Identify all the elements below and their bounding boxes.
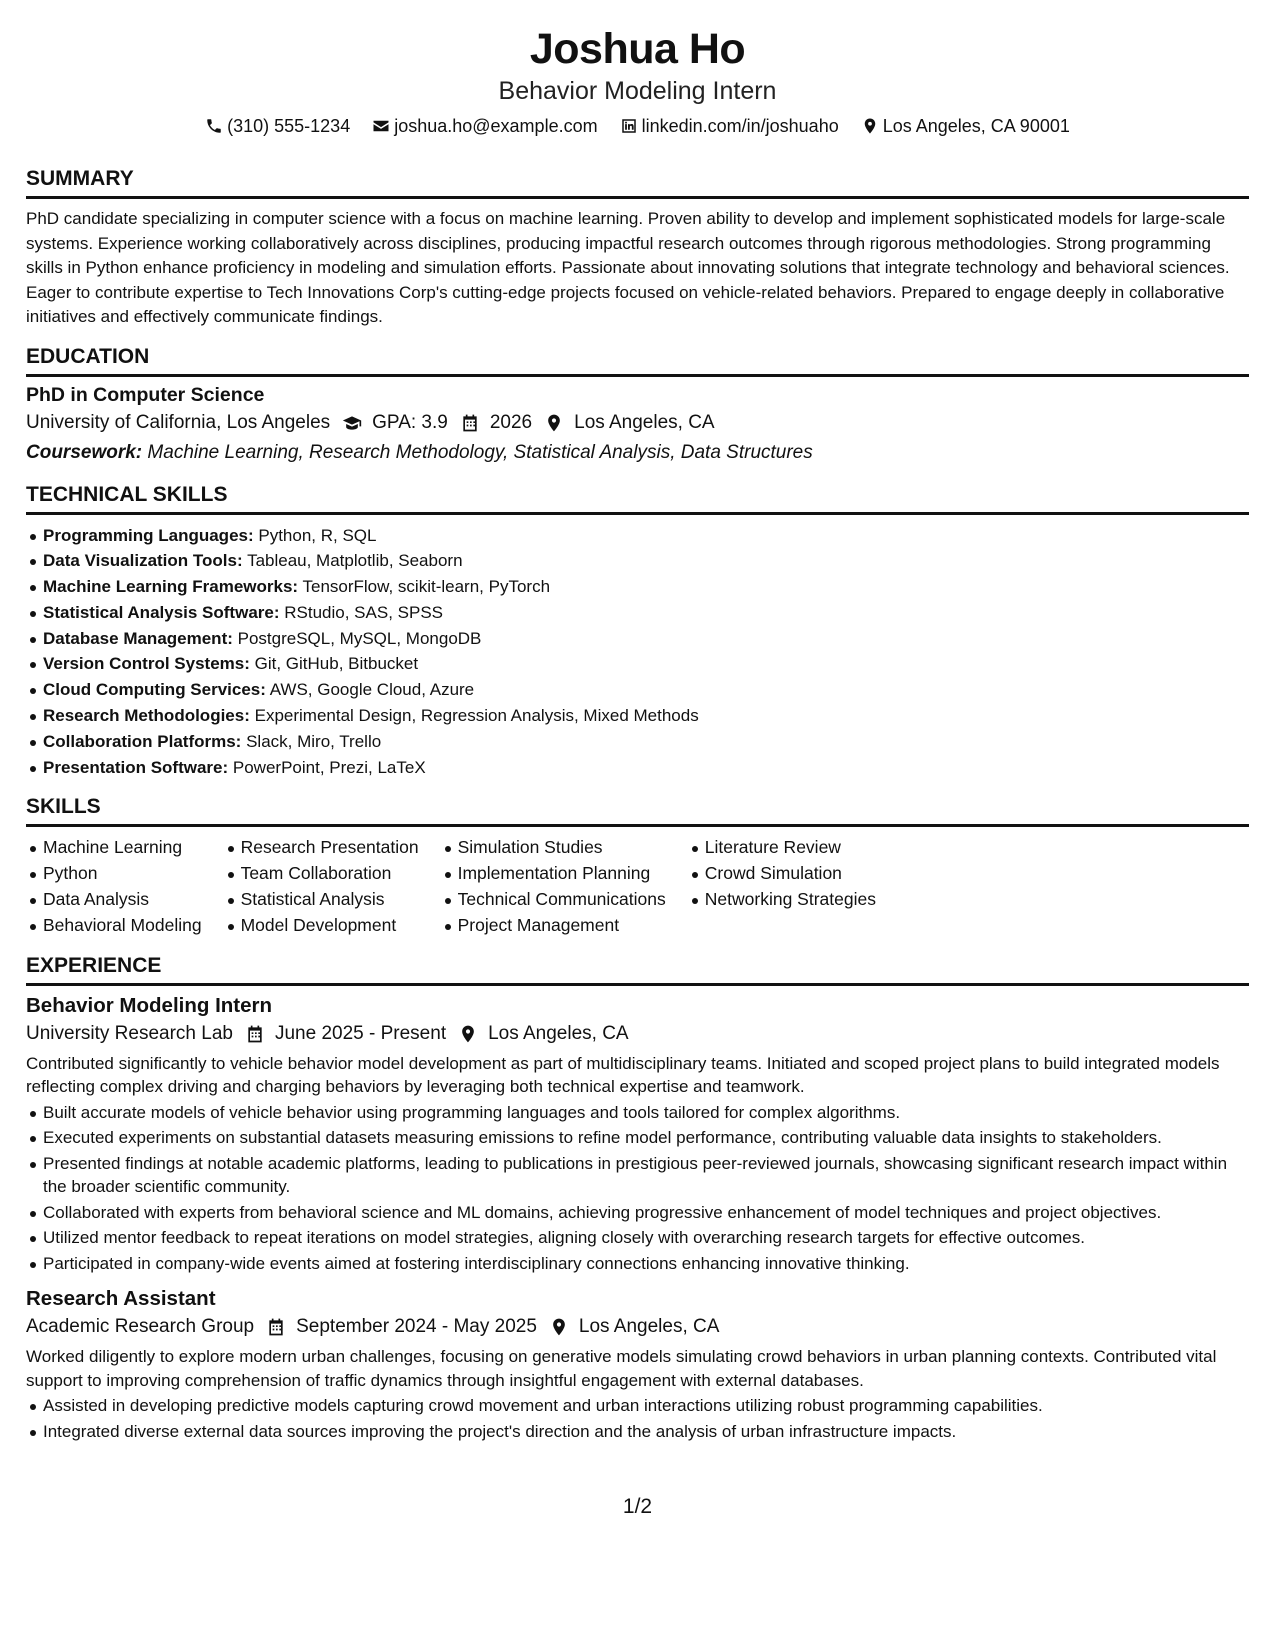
job-bullets — [26, 1394, 1249, 1443]
list-item: Implementation Planning — [441, 861, 666, 887]
list-item — [26, 703, 1249, 729]
technical-skills-heading: TECHNICAL SKILLS — [26, 482, 1249, 515]
skill-category: Collaboration Platforms: — [43, 731, 242, 751]
list-item: Utilized mentor feedback to repeat iterations on model strategies, aligning closely with overarching research targets for effective outcomes. — [26, 1226, 1249, 1250]
skills-column — [26, 835, 224, 938]
experience-section — [26, 953, 1249, 1444]
resume-header — [26, 0, 1249, 138]
technical-skills-section — [26, 482, 1249, 781]
job-location: Los Angeles, CA — [578, 1316, 720, 1338]
phone-icon — [205, 117, 223, 135]
job-bullets — [26, 1101, 1249, 1276]
calendar-icon — [245, 1024, 265, 1044]
skill-values: Python, R, SQL — [258, 525, 377, 545]
technical-skills-list — [26, 523, 1249, 781]
linkedin-icon — [620, 117, 638, 135]
list-item: Collaborated with experts from behavioral science and ML domains, achieving progressive enhancement of model techniques and project objectives. — [26, 1201, 1249, 1225]
contact-email[interactable] — [372, 114, 597, 138]
coursework-list: Machine Learning, Research Methodology, Statistical Analysis, Data Structures — [147, 441, 813, 463]
skill-category: Presentation Software: — [43, 757, 229, 777]
degree-title: PhD in Computer Science — [26, 383, 265, 406]
list-item: Technical Communications — [441, 887, 666, 913]
candidate-name: Joshua Ho — [529, 25, 746, 73]
page-number: 1/2 — [622, 1495, 653, 1518]
list-item — [26, 600, 1249, 626]
coursework-label: Coursework: — [26, 441, 143, 463]
school-name: University of California, Los Angeles — [26, 411, 331, 433]
list-item: Research Presentation — [224, 835, 419, 861]
location-icon — [861, 117, 879, 135]
phone-text: (310) 555-1234 — [227, 116, 351, 136]
list-item: Participated in company-wide events aimed at fostering interdisciplinary connections enhancing innovative thinking. — [26, 1252, 1249, 1276]
location-text: Los Angeles, CA 90001 — [882, 116, 1070, 136]
list-item: Assisted in developing predictive models capturing crowd movement and urban interactions utilizing robust programming capabilities. — [26, 1394, 1249, 1418]
linkedin-text[interactable]: linkedin.com/in/joshuaho — [641, 116, 839, 136]
list-item: Networking Strategies — [688, 887, 876, 913]
email-icon — [372, 117, 390, 135]
resume-page — [26, 0, 1249, 1650]
summary-section — [26, 166, 1249, 330]
job-dates: September 2024 - May 2025 — [296, 1316, 537, 1338]
list-item — [26, 548, 1249, 574]
list-item: Behavioral Modeling — [26, 913, 202, 939]
job-org: University Research Lab — [26, 1022, 233, 1044]
skill-category: Programming Languages: — [43, 525, 254, 545]
graduation-year: 2026 — [489, 411, 533, 433]
list-item — [26, 523, 1249, 549]
graduation-cap-icon — [342, 413, 362, 433]
list-item: Built accurate models of vehicle behavior using programming languages and tools tailored for complex algorithms. — [26, 1101, 1249, 1125]
school-location: Los Angeles, CA — [574, 411, 715, 433]
skill-category: Research Methodologies: — [43, 706, 250, 726]
list-item — [26, 755, 1249, 781]
location-icon — [544, 413, 564, 433]
experience-heading: EXPERIENCE — [26, 953, 1249, 986]
education-section — [26, 344, 1249, 468]
list-item: Team Collaboration — [224, 861, 419, 887]
list-item — [26, 626, 1249, 652]
calendar-icon — [460, 413, 480, 433]
contact-bar — [26, 114, 1249, 138]
skill-category: Database Management: — [43, 628, 233, 648]
list-item — [26, 651, 1249, 677]
list-item: Presented findings at notable academic platforms, leading to publications in prestigious peer-reviewed journals, showcasing significant research impact within the broader scientific community. — [26, 1152, 1249, 1199]
contact-linkedin[interactable] — [620, 114, 839, 138]
list-item: Machine Learning — [26, 835, 202, 861]
job-location: Los Angeles, CA — [488, 1022, 629, 1044]
list-item — [26, 729, 1249, 755]
skill-category: Machine Learning Frameworks: — [43, 577, 299, 597]
list-item — [26, 677, 1249, 703]
skill-values: Experimental Design, Regression Analysis, Mixed Methods — [254, 706, 699, 726]
skills-grid — [26, 835, 1249, 938]
list-item: Model Development — [224, 913, 419, 939]
job-org: Academic Research Group — [26, 1316, 255, 1338]
list-item: Project Management — [441, 913, 666, 939]
skill-values: Git, GitHub, Bitbucket — [254, 654, 419, 674]
education-heading: EDUCATION — [26, 344, 1249, 377]
list-item: Crowd Simulation — [688, 861, 876, 887]
job-meta — [26, 1312, 1249, 1342]
location-icon — [458, 1024, 478, 1044]
list-item: Literature Review — [688, 835, 876, 861]
skill-category: Statistical Analysis Software: — [43, 602, 280, 622]
skill-values: PostgreSQL, MySQL, MongoDB — [237, 628, 482, 648]
list-item: Python — [26, 861, 202, 887]
list-item: Statistical Analysis — [224, 887, 419, 913]
skills-column — [688, 835, 898, 938]
contact-location — [861, 114, 1070, 138]
list-item: Simulation Studies — [441, 835, 666, 861]
list-item: Integrated diverse external data sources improving the project's direction and the analysis of urban infrastructure impacts. — [26, 1420, 1249, 1444]
skills-heading: SKILLS — [26, 794, 1249, 827]
list-item — [26, 574, 1249, 600]
education-meta — [26, 408, 1249, 438]
skill-category: Version Control Systems: — [43, 654, 250, 674]
skill-values: RStudio, SAS, SPSS — [284, 602, 443, 622]
job-entry — [26, 992, 1249, 1276]
location-icon — [549, 1317, 569, 1337]
skill-category: Cloud Computing Services: — [43, 680, 266, 700]
job-meta — [26, 1019, 1249, 1049]
job-entry — [26, 1285, 1249, 1443]
calendar-icon — [266, 1317, 286, 1337]
summary-heading: SUMMARY — [26, 166, 1249, 199]
contact-phone — [205, 114, 350, 138]
skills-section — [26, 794, 1249, 938]
skill-values: Tableau, Matplotlib, Seaborn — [247, 551, 463, 571]
list-item: Executed experiments on substantial datasets measuring emissions to refine model performance, contributing valuable data insights to stakeholders. — [26, 1126, 1249, 1150]
coursework-line — [26, 438, 1249, 468]
job-dates: June 2025 - Present — [274, 1022, 447, 1044]
skill-values: PowerPoint, Prezi, LaTeX — [232, 757, 426, 777]
skill-values: TensorFlow, scikit-learn, PyTorch — [302, 577, 551, 597]
email-text[interactable]: joshua.ho@example.com — [394, 116, 598, 136]
job-title: Research Assistant — [26, 1287, 216, 1311]
job-title: Behavior Modeling Intern — [26, 993, 273, 1017]
job-description: Contributed significantly to vehicle behavior model development as part of multidisciplinary teams. Initiated and scoped project plans to build integrated models reflecting complex driving and charging behaviors by leveraging both technical expertise and teamwork. — [26, 1053, 1220, 1097]
gpa-text: GPA: 3.9 — [372, 411, 448, 433]
skill-values: Slack, Miro, Trello — [246, 731, 382, 751]
candidate-title: Behavior Modeling Intern — [498, 77, 777, 105]
job-description: Worked diligently to explore modern urban challenges, focusing on generative models simulating crowd behaviors in urban planning contexts. Contributed vital support to improving comprehension of traffic dynamics through insightful engagement with external databases. — [26, 1347, 1217, 1390]
skills-column — [224, 835, 441, 938]
summary-text: PhD candidate specializing in computer science with a focus on machine learning. Proven ability to develop and implement sophisticated models for large-scale systems. Experience working collaboratively across disciplines, producing impactful research outcomes through rigorous methodologies. Strong programming skills in Python enhance proficiency in modeling and simulation efforts. Passionate about innovating solutions that integrate technology and behavioral sciences. Eager to contribute expertise to Tech Innovations Corp's cutting-edge projects focused on vehicle-related behaviors. Prepared to engage deeply in collaborative initiatives and effectively communicate findings. — [26, 209, 1230, 326]
skill-category: Data Visualization Tools: — [43, 551, 243, 571]
skills-column — [441, 835, 688, 938]
skill-values: AWS, Google Cloud, Azure — [269, 680, 475, 700]
list-item: Data Analysis — [26, 887, 202, 913]
